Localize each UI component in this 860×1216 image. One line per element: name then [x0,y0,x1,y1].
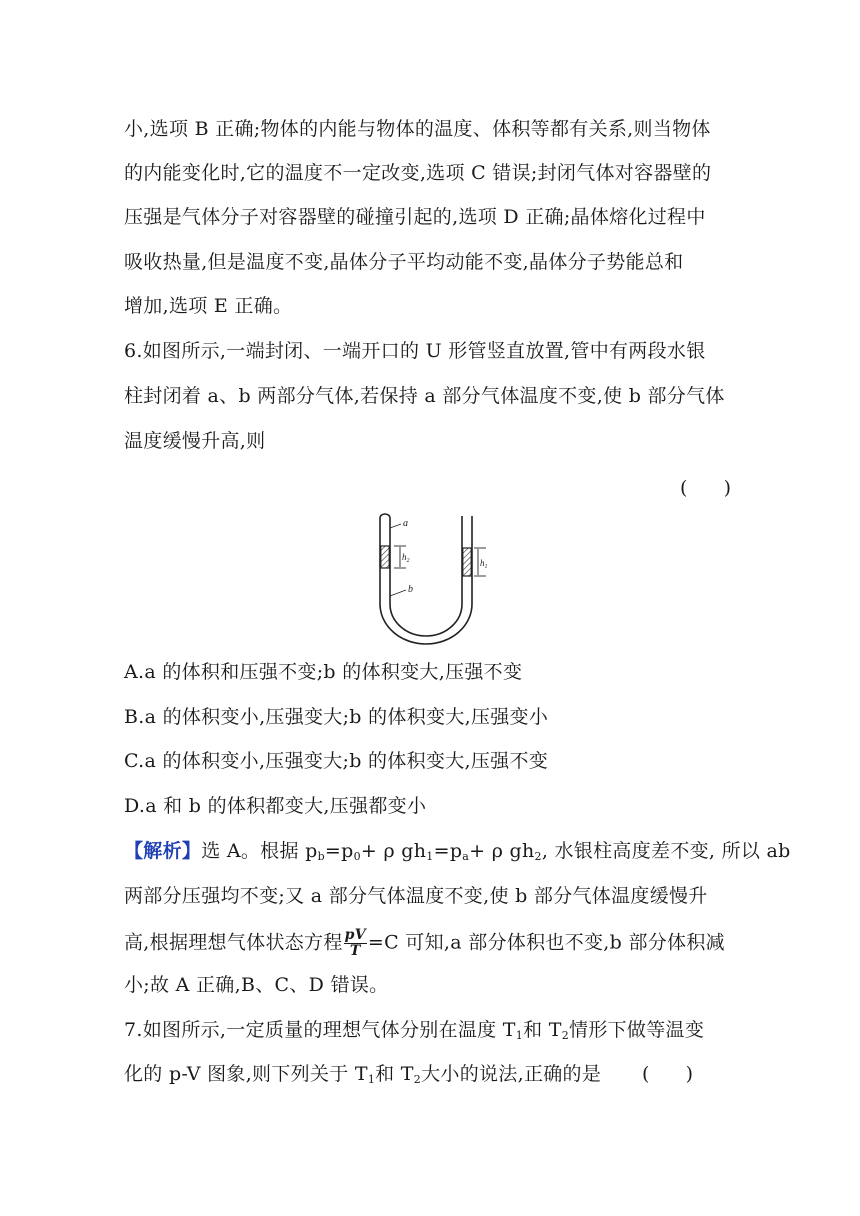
analysis-tag: 【解析】 [124,840,202,862]
q6-stem-line-2: 柱封闭着 a、b 两部分气体,若保持 a 部分气体温度不变,使 b 部分气体 [124,385,725,407]
u-tube-figure [368,512,492,646]
q6-option-d: D.a 和 b 的体积都变大,压强都变小 [124,795,427,817]
label-b-leader [390,590,406,596]
mercury-column-h2 [381,546,389,568]
mercury-column-h1 [463,548,471,576]
q6-stem-line-3: 温度缓慢升高,则 [124,430,266,452]
prev-explanation-line-3: 压强是气体分子对容器壁的碰撞引起的,选项 D 正确;晶体熔化过程中 [124,206,706,228]
q6-analysis-line-1: 【解析】选 A。根据 $p_b=p_0+ \rho$ $gh_1=p_a+ \rho$ $gh_2$, 水银柱高度差不变, 所以 ab [124,840,791,863]
label-a: a [403,518,408,529]
q6-analysis-line-2: 两部分压强均不变;又 a 部分气体温度不变,使 b 部分气体温度缓慢升 [124,885,708,907]
label-h2: $h_2$ [402,552,410,564]
q6-stem-line-1: 6.如图所示,一端封闭、一端开口的 U 形管竖直放置,管中有两段水银 [124,340,706,362]
q6-option-c: C.a 的体积变小,压强变大;b 的体积变大,压强不变 [124,750,549,772]
prev-explanation-line-5: 增加,选项 E 正确。 [124,295,293,317]
pv-over-t-fraction: $\frac{pV}{T}$ [344,927,366,959]
q7-stem-line-2: 化的 p-V 图象,则下列关于 $T_1$和 $T_2$大小的说法,正确的是 [124,1063,602,1086]
label-b: b [408,584,413,595]
q6-analysis-line-4: 小;故 A 正确,B、C、D 错误。 [124,974,389,996]
q6-option-b: B.a 的体积变小,压强变大;b 的体积变大,压强变小 [124,706,549,728]
prev-explanation-line-1: 小,选项 B 正确;物体的内能与物体的温度、体积等都有关系,则当物体 [124,118,711,140]
prev-explanation-line-2: 的内能变化时,它的温度不一定改变,选项 C 错误;封闭气体对容器壁的 [124,162,712,184]
q6-option-a: A.a 的体积和压强不变;b 的体积变大,压强不变 [124,661,523,683]
q6-analysis-line-3: 高,根据理想气体状态方程 $\frac{pV}{T}$ =C 可知,a 部分体积也不变,b 部分体积减 [124,927,725,959]
q7-answer-paren: ( ) [642,1063,694,1085]
label-h1: $h_1$ [480,558,488,570]
label-a-leader [390,524,401,528]
prev-explanation-line-4: 吸收热量,但是温度不变,晶体分子平均动能不变,晶体分子势能总和 [124,251,684,273]
q6-answer-paren: ( ) [680,477,732,499]
u-tube [380,514,472,644]
q7-stem-line-1: 7.如图所示,一定质量的理想气体分别在温度 $T_1$和 $T_2$情形下做等温变 [124,1019,705,1042]
